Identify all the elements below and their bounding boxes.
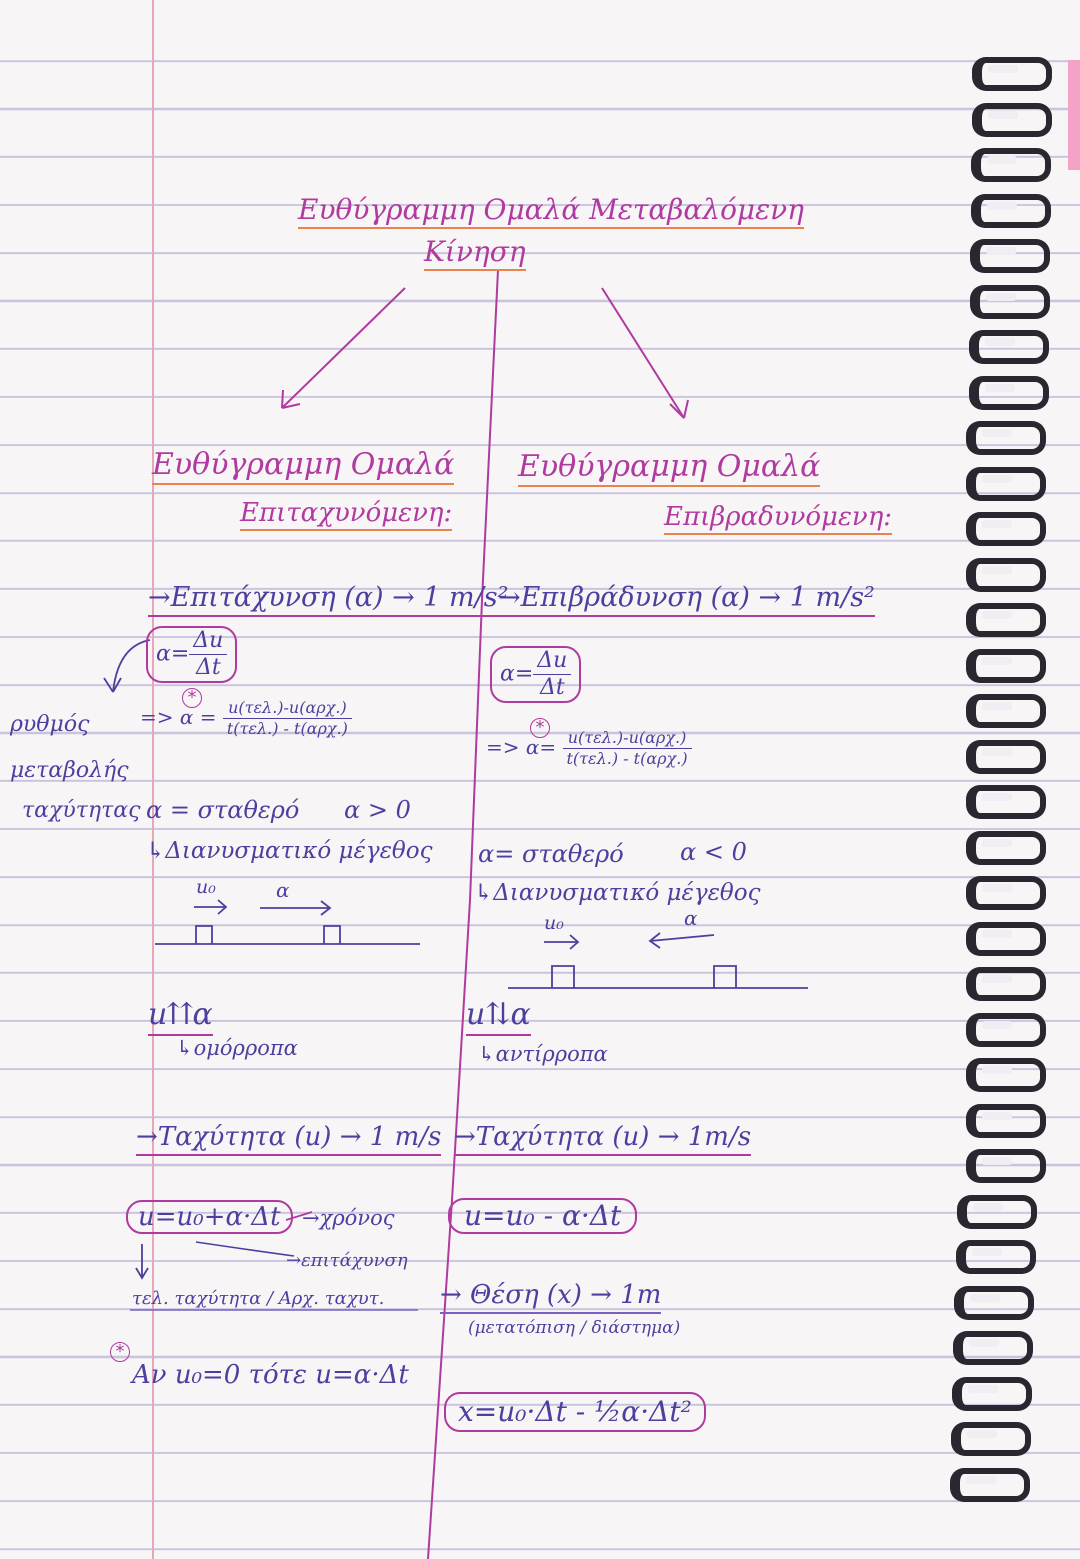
left-velocity-title: →Ταχύτητα (u) → 1 m/s [136, 1124, 441, 1156]
left-speed-note: τελ. ταχύτητα / Αρχ. ταχυτ. [132, 1288, 385, 1309]
right-velocity-title: →Ταχύτητα (u) → 1m/s [454, 1124, 751, 1156]
arrow-to-left-branch [282, 288, 405, 408]
spiral-ring [960, 965, 1042, 995]
margin-arrow [113, 640, 150, 692]
right-car-2 [714, 966, 736, 988]
spiral-ring [960, 419, 1042, 449]
arrow-to-right-branch [602, 288, 684, 418]
right-sign: α < 0 [680, 838, 747, 866]
right-acceleration-definition [490, 646, 581, 703]
left-vector-note: ↳Διανυσματικό μέγεθος [146, 838, 433, 864]
margin-note-line2: μεταβολής [10, 758, 129, 783]
left-parallel-note: ↳ομόρροπα [176, 1036, 298, 1060]
left-expanded-lhs: α = [179, 705, 217, 729]
left-def-lhs: α= [156, 641, 190, 667]
right-expanded-formula [486, 730, 692, 767]
left-heading-line1: Ευθύγραμμη Ομαλά [152, 450, 454, 485]
spiral-ring [960, 829, 1042, 859]
right-constant: α= σταθερό [478, 840, 624, 868]
spiral-ring [947, 1329, 1029, 1359]
spiral-ring [965, 146, 1047, 176]
left-expanded-denominator: t(τελ.) - t(αρχ.) [226, 719, 348, 738]
left-velocity-formula: u=u₀+α·Δt [126, 1200, 293, 1234]
left-acceleration-title: →Επιτάχυνση (α) → 1 m/s² [148, 584, 508, 617]
left-star-note: Αν u₀=0 τότε u=α·Δt [132, 1360, 409, 1390]
right-antiparallel: u⇅α [466, 1000, 531, 1036]
arrow-to-acceleration [196, 1242, 294, 1256]
left-a-label: α [276, 878, 290, 902]
spiral-ring [960, 1056, 1042, 1086]
right-position-title: → Θέση (x) → 1m [440, 1282, 661, 1314]
spiral-ring [965, 192, 1047, 222]
left-u0-arrow [194, 900, 226, 914]
left-def-denominator: Δt [195, 655, 221, 680]
left-star-note-mark: * [110, 1342, 130, 1362]
right-antiparallel-note: ↳αντίρροπα [478, 1042, 608, 1066]
spiral-ring [960, 692, 1042, 722]
spiral-ring [966, 55, 1048, 85]
left-expanded-numerator: u(τελ.)-u(αρχ.) [223, 700, 352, 719]
spiral-ring [964, 237, 1046, 267]
right-heading-line1: Ευθύγραμμη Ομαλά [518, 452, 820, 487]
spiral-ring [960, 647, 1042, 677]
spiral-ring [960, 510, 1042, 540]
left-time-note: →χρόνος [302, 1206, 395, 1230]
spiral-ring [964, 283, 1046, 313]
right-def-denominator: Δt [539, 675, 565, 700]
spiral-ring [948, 1284, 1030, 1314]
right-heading-line2: Επιβραδυνόμενη: [664, 504, 892, 535]
right-expanded-numerator: u(τελ.)-u(αρχ.) [563, 730, 692, 749]
left-implies-arrow: => [140, 705, 174, 729]
right-velocity-formula: u=u₀ - α·Δt [448, 1198, 637, 1234]
right-position-formula: x=u₀·Δt - ½α·Δt² [444, 1392, 706, 1432]
spiral-ring [960, 1102, 1042, 1132]
right-star-mark: * [530, 718, 550, 738]
spiral-ring [960, 601, 1042, 631]
spiral-ring [960, 920, 1042, 950]
spiral-binding [952, 55, 1042, 1525]
left-u0-label: u₀ [196, 876, 216, 898]
left-star-mark: * [182, 688, 202, 708]
spiral-ring [963, 374, 1045, 404]
left-acceleration-definition [146, 626, 237, 683]
spiral-ring [960, 783, 1042, 813]
right-position-subtitle: (μετατόπιση / διάστημα) [468, 1318, 681, 1338]
spiral-ring [960, 738, 1042, 768]
arrow-down-to-speed [136, 1244, 148, 1278]
spiral-ring [960, 874, 1042, 904]
left-car-1 [196, 926, 212, 944]
page-title-line2: Κίνηση [424, 238, 526, 271]
right-a-label: α [684, 906, 698, 930]
left-car-2 [324, 926, 340, 944]
spiral-ring [963, 328, 1045, 358]
right-def-lhs: α= [500, 661, 534, 687]
spiral-ring [960, 1011, 1042, 1041]
right-expanded-denominator: t(τελ.) - t(αρχ.) [566, 749, 688, 768]
left-sign: α > 0 [344, 796, 411, 824]
left-def-numerator: Δu [189, 630, 227, 655]
spiral-ring [960, 1147, 1042, 1177]
left-constant: α = σταθερό [146, 796, 300, 824]
left-heading-line2: Επιταχυνόμενη: [240, 500, 452, 531]
right-vector-note: ↳Διανυσματικό μέγεθος [474, 880, 761, 906]
right-def-numerator: Δu [533, 650, 571, 675]
right-expanded-lhs: α= [525, 735, 557, 759]
right-implies-arrow: => [486, 735, 520, 759]
left-a-arrow [260, 901, 330, 915]
spiral-ring [966, 101, 1048, 131]
left-expanded-formula [140, 700, 352, 737]
left-acceleration-note: →επιτάχυνση [286, 1250, 408, 1271]
spiral-ring [960, 465, 1042, 495]
margin-note-line3: ταχύτητας [22, 798, 141, 823]
spiral-ring [960, 556, 1042, 586]
left-parallel: u⇈α [148, 1000, 213, 1036]
right-a-arrow [650, 933, 714, 948]
spiral-ring [945, 1420, 1027, 1450]
spiral-ring [944, 1466, 1026, 1496]
margin-note-line1: ρυθμός [10, 712, 90, 737]
spiral-ring [951, 1193, 1033, 1223]
page-title: Ευθύγραμμη Ομαλά Μεταβαλόμενη [298, 196, 804, 229]
right-u0-arrow [544, 935, 578, 949]
spiral-ring [946, 1375, 1028, 1405]
right-car-1 [552, 966, 574, 988]
spiral-ring [950, 1238, 1032, 1268]
right-acceleration-title: →Επιβράδυνση (α) → 1 m/s² [498, 584, 875, 617]
right-u0-label: u₀ [544, 912, 564, 934]
